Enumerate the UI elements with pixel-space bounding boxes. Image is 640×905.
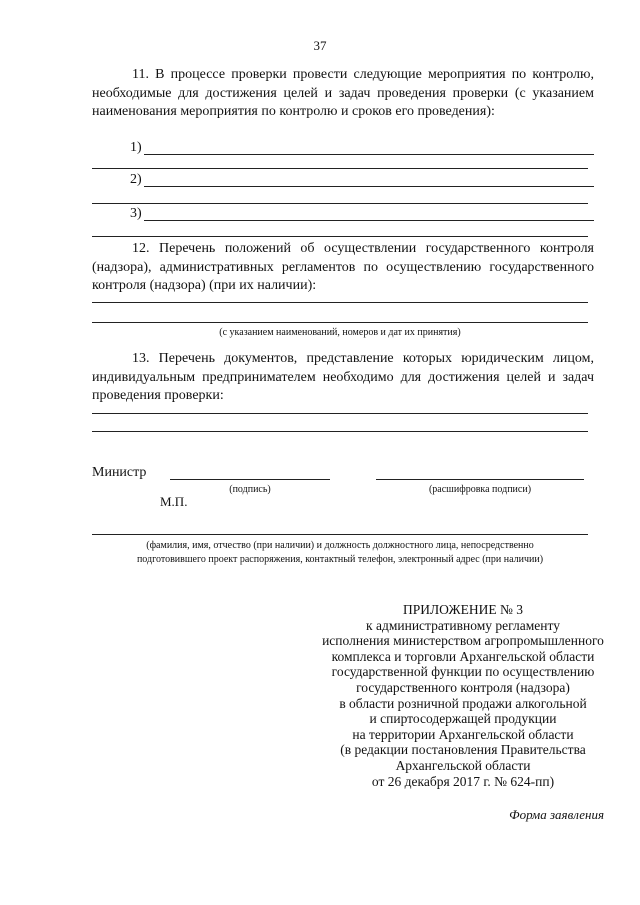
section-13-fill-line-2 (92, 431, 588, 432)
appendix-line: государственного контроля (надзора) (356, 679, 570, 695)
section-12-fill-line-1 (92, 302, 588, 303)
appendix-line: Архангельской области (395, 757, 531, 773)
decode-line (376, 479, 584, 480)
appendix-line: и спиртосодержащей продукции (369, 711, 557, 727)
section-12-text: 12. Перечень положений об осуществлении государственного контроля (надзора), административных регламентов по осуществлению государственного контроля (надзора) (при их наличии): (92, 241, 594, 293)
appendix-line: на территории Архангельской области (352, 726, 574, 742)
item-2-fill-line (144, 186, 594, 187)
appendix-line: исполнения министерством агропромышленного (322, 633, 604, 649)
section-12-fill-line-2 (92, 322, 588, 323)
stamp-label: М.П. (160, 494, 188, 509)
appendix-line: (в редакции постановления Правительства (340, 742, 586, 758)
form-label: Форма заявления (509, 807, 604, 822)
item-2-number: 2) (130, 172, 142, 187)
item-1-number: 1) (130, 140, 142, 155)
signature-caption: (подпись) (229, 484, 271, 495)
appendix-line: государственной функции по осуществлению (331, 664, 595, 680)
section-11-text: 11. В процессе проверки провести следующие мероприятия по контролю, необходимые для достижения целей и задач проведения проверки (с указанием наименования мероприятия по контролю и сроков его проведения): (92, 67, 594, 119)
appendix-line: к административному регламенту (366, 617, 560, 633)
item-3-number: 3) (130, 206, 142, 221)
item-3-fill-line (144, 220, 594, 221)
item-3-fill-line-2 (92, 236, 588, 237)
official-caption-2: подготовившего проект распоряжения, контактный телефон, электронный адрес (при наличии) (136, 554, 544, 565)
section-13-fill-line-1 (92, 413, 588, 414)
signature-line (170, 479, 330, 480)
item-1-fill-line-2 (92, 168, 588, 169)
minister-label: Министр (92, 465, 147, 480)
appendix-line: в области розничной продажи алкогольной (339, 695, 587, 711)
appendix-line: от 26 декабря 2017 г. № 624-пп) (371, 773, 555, 789)
appendix-line: комплекса и торговли Архангельской области (331, 648, 595, 664)
appendix-line: ПРИЛОЖЕНИЕ № 3 (402, 602, 524, 617)
page-number: 37 (313, 38, 327, 53)
official-caption-1: (фамилия, имя, отчество (при наличии) и должность должностного лица, непосредственно (146, 540, 534, 551)
section-12-caption: (с указанием наименований, номеров и дат их принятия) (219, 327, 461, 338)
appendix-header (318, 602, 608, 789)
item-2-fill-line-2 (92, 203, 588, 204)
section-13-text: 13. Перечень документов, представление которых юридическим лицом, индивидуальным предпринимателем необходимо для достижения целей и задач проведения проверки: (92, 351, 594, 403)
decode-caption: (расшифровка подписи) (428, 484, 532, 495)
official-line (92, 534, 588, 535)
item-1-fill-line (144, 154, 594, 155)
